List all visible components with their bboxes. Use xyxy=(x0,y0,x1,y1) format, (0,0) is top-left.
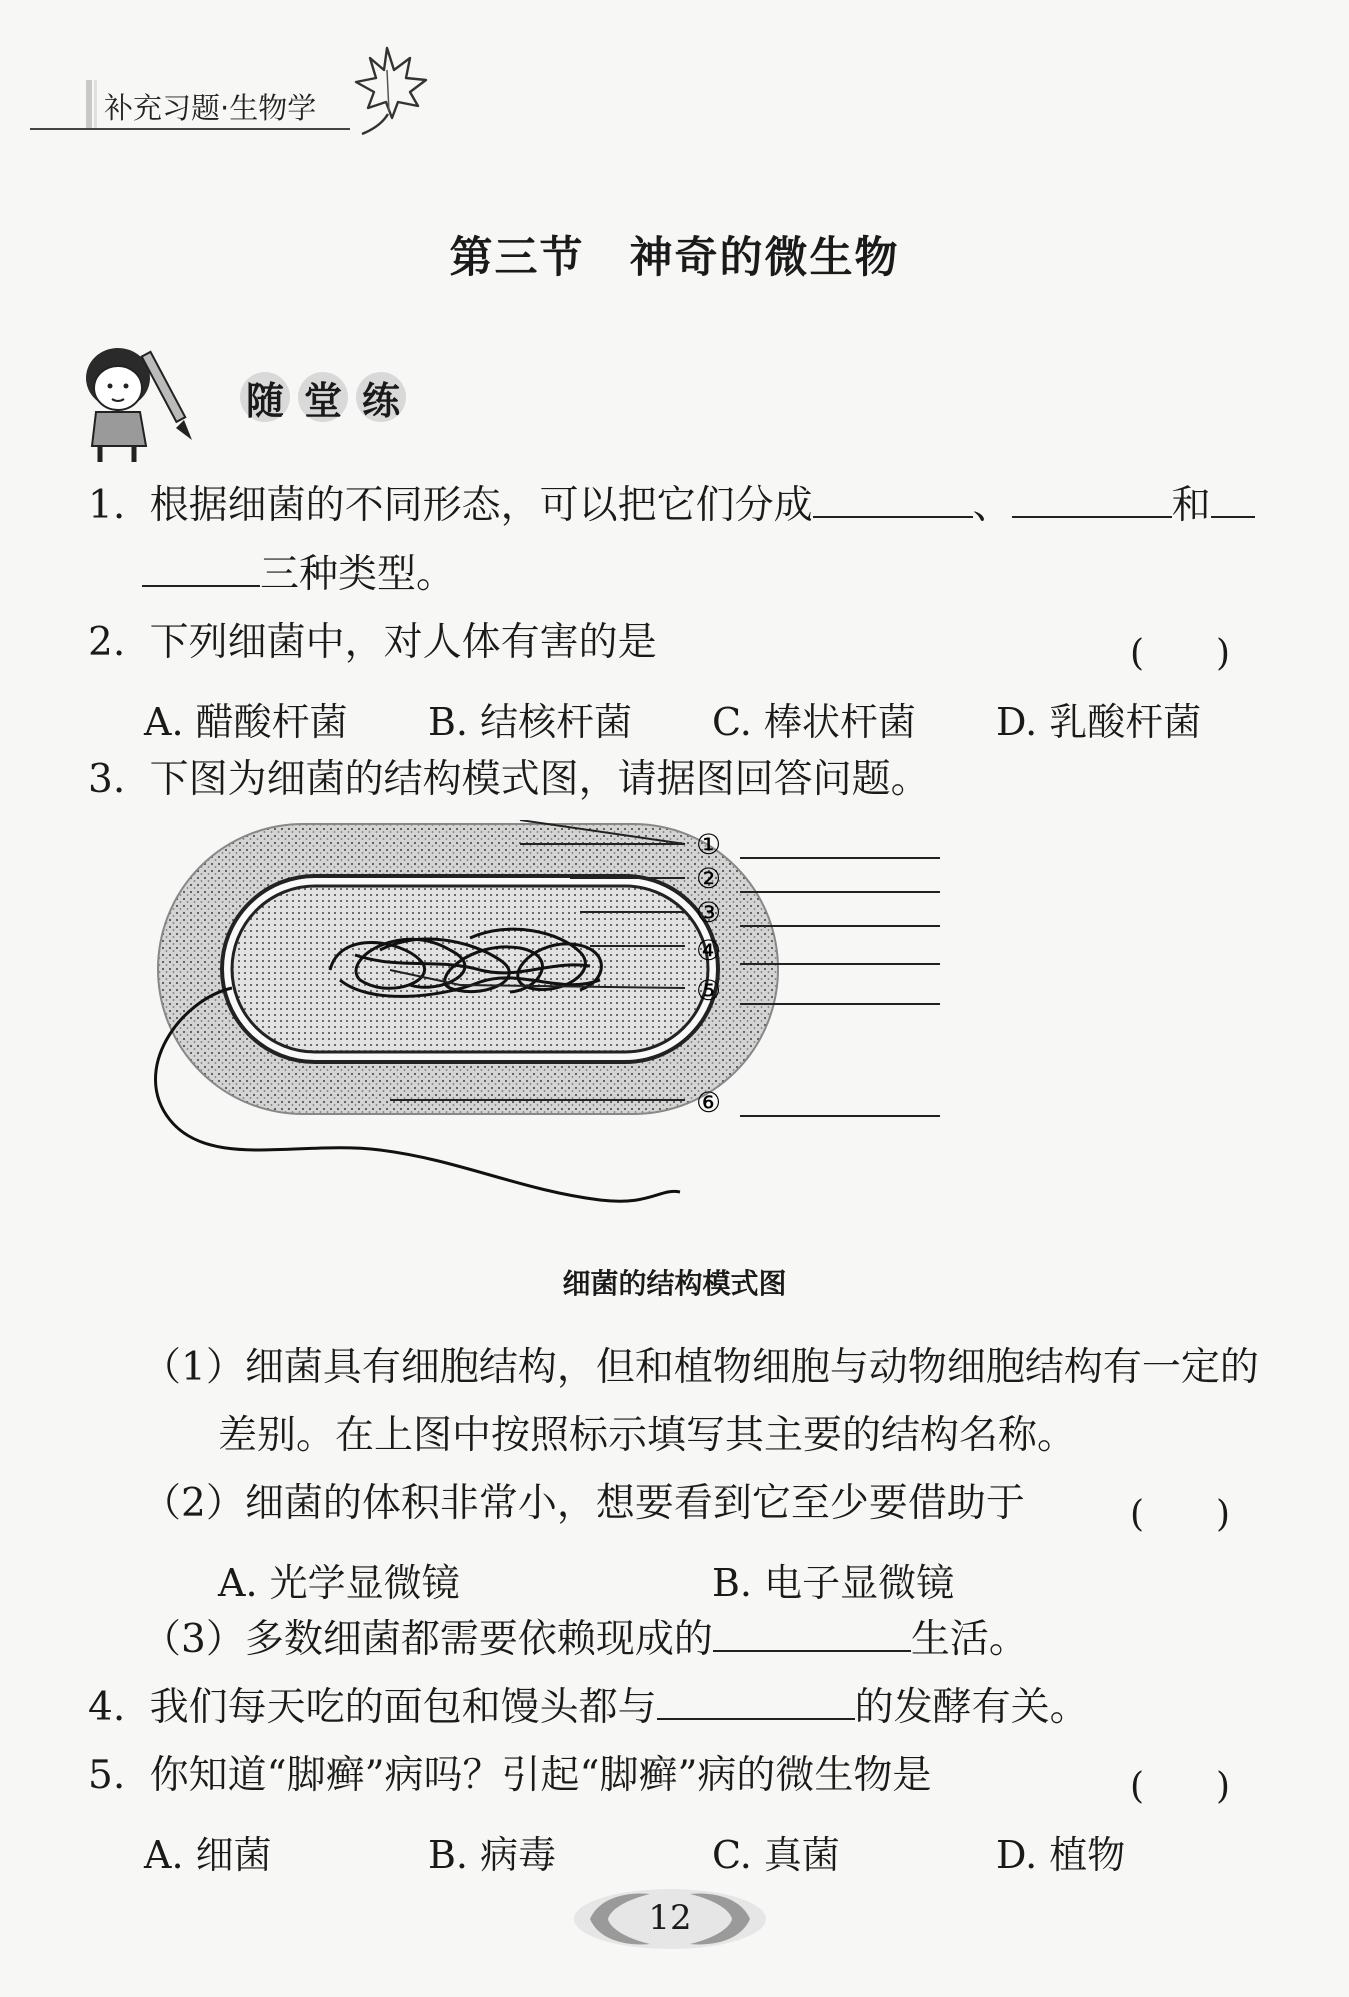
answer-parentheses[interactable]: ( ) xyxy=(1130,1766,1231,1807)
option-d[interactable]: D. 植物 xyxy=(996,1833,1126,1877)
answer-parentheses[interactable]: ( ) xyxy=(1130,633,1231,674)
boy-with-pencil-illustration xyxy=(80,336,210,466)
q3-sub3: （3）多数细菌都需要依赖现成的 生活。 xyxy=(142,1617,1028,1662)
diagram-caption: 细菌的结构模式图 xyxy=(562,1267,787,1300)
page-number: 12 xyxy=(648,1898,692,1938)
section-char-badge: 随 xyxy=(240,372,290,422)
option-d[interactable]: D. 乳酸杆菌 xyxy=(996,700,1202,744)
label-5: ⑤ xyxy=(696,974,722,1007)
question-2 xyxy=(88,620,657,665)
label-4: ④ xyxy=(696,934,722,967)
answer-blank[interactable] xyxy=(657,1688,855,1720)
question-text: 下列细菌中，对人体有害的是 xyxy=(149,620,657,665)
header-title: 补充习题·生物学 xyxy=(104,91,317,125)
question-text: 你知道“脚癣”病吗？引起“脚癣”病的微生物是 xyxy=(149,1753,932,1798)
option-b[interactable]: B. 结核杆菌 xyxy=(428,700,633,744)
option-c[interactable]: C. 真菌 xyxy=(712,1833,840,1877)
question-1: 1. 根据细菌的不同形态，可以把它们分成 、 和 xyxy=(88,486,1255,525)
answer-blank[interactable] xyxy=(813,486,973,518)
option-a[interactable]: A. 光学显微镜 xyxy=(218,1561,460,1605)
answer-blank[interactable] xyxy=(1012,486,1172,518)
answer-blank[interactable] xyxy=(713,1620,911,1652)
question-number: 5. xyxy=(88,1753,126,1798)
question-number: 1. xyxy=(88,483,126,528)
q3-sub1-line2: 差别。在上图中按照标示填写其主要的结构名称。 xyxy=(218,1413,1077,1458)
header-bar-marks-2 xyxy=(94,80,97,128)
question-text: 根据细菌的不同形态，可以把它们分成 xyxy=(149,483,813,528)
question-5 xyxy=(88,1753,932,1798)
question-1-continued: 三种类型。 xyxy=(142,555,455,594)
answer-blank[interactable] xyxy=(142,555,260,587)
section-char-badge: 堂 xyxy=(298,372,348,422)
option-b[interactable]: B. 病毒 xyxy=(428,1833,557,1877)
label-1: ① xyxy=(696,828,722,861)
label-3: ③ xyxy=(696,896,722,929)
option-c[interactable]: C. 棒状杆菌 xyxy=(712,700,916,744)
answer-blank[interactable] xyxy=(1211,486,1255,518)
q3-sub1-line1: （1）细菌具有细胞结构，但和植物细胞与动物细胞结构有一定的 xyxy=(142,1345,1259,1390)
header-underline xyxy=(30,128,350,130)
maple-leaf-icon xyxy=(342,40,432,136)
option-a[interactable]: A. 细菌 xyxy=(144,1833,272,1877)
question-4: 4. 我们每天吃的面包和馒头都与 的发酵有关。 xyxy=(88,1685,1089,1730)
header-bar-marks xyxy=(86,80,92,128)
question-3 xyxy=(88,757,930,802)
q3-sub2: （2）细菌的体积非常小，想要看到它至少要借助于 xyxy=(142,1481,1025,1526)
bacteria-structure-diagram xyxy=(140,820,1200,1240)
section-char-badge: 练 xyxy=(356,372,406,422)
answer-parentheses[interactable]: ( ) xyxy=(1130,1494,1231,1535)
option-b[interactable]: B. 电子显微镜 xyxy=(712,1561,955,1605)
section-heading xyxy=(240,372,406,422)
option-a[interactable]: A. 醋酸杆菌 xyxy=(144,700,348,744)
label-2: ② xyxy=(696,862,722,895)
question-text: 下图为细菌的结构模式图，请据图回答问题。 xyxy=(149,757,930,802)
label-6: ⑥ xyxy=(696,1086,722,1119)
question-number: 4. xyxy=(88,1685,126,1730)
page-title: 第三节 神奇的微生物 xyxy=(449,233,900,283)
question-number: 2. xyxy=(88,620,126,665)
question-number: 3. xyxy=(88,757,126,802)
